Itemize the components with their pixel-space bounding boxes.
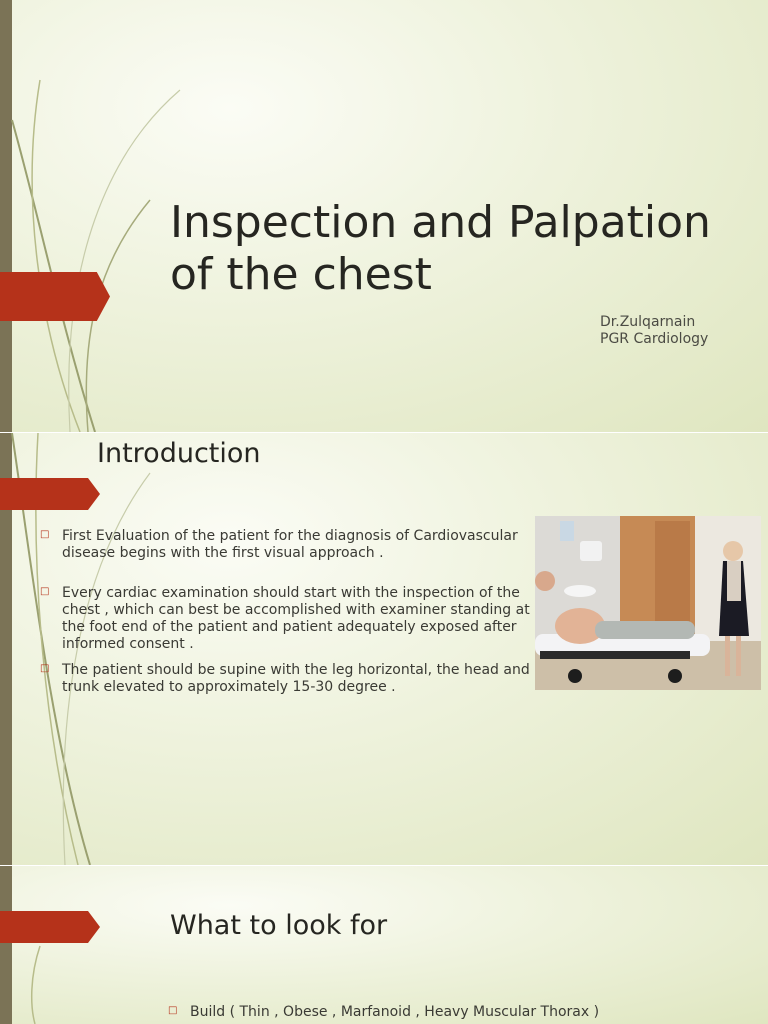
square-bullet-icon: □	[40, 529, 50, 540]
list-item	[40, 585, 535, 653]
square-bullet-icon: □	[40, 663, 50, 674]
introduction-slide	[0, 433, 768, 865]
bullet-text: The patient should be supine with the leg horizontal, the head and trunk elevated to approximately 15-30 degree .	[62, 662, 530, 695]
author-name: Dr.Zulqarnain	[600, 314, 696, 330]
bullet-text: Build ( Thin , Obese , Marfanoid , Heavy Muscular Thorax )	[190, 1004, 600, 1020]
list-item	[168, 1004, 748, 1021]
examination-photo	[535, 516, 761, 690]
title-slide	[0, 0, 768, 432]
bullet-text: Every cardiac examination should start with the inspection of the chest , which can best be accomplished with examiner standing at the foot end of the patient and patient adequately exposed after informed consent .	[62, 585, 530, 652]
bullet-list	[40, 528, 535, 696]
what-to-look-for-slide	[0, 866, 768, 1024]
list-item	[40, 662, 535, 696]
title-line-2: of the chest	[170, 249, 432, 300]
decorative-swirl	[0, 866, 200, 1024]
accent-arrow-tab	[0, 911, 100, 943]
accent-arrow-tab	[0, 478, 100, 510]
author-block	[600, 314, 708, 348]
accent-arrow-tab	[0, 272, 110, 321]
title-line-1: Inspection and Palpation	[170, 197, 711, 248]
square-bullet-icon: □	[168, 1005, 178, 1016]
author-affiliation: PGR Cardiology	[600, 331, 709, 347]
left-accent-bar	[0, 0, 12, 432]
bullet-list	[168, 1004, 748, 1021]
slide-heading: What to look for	[170, 910, 388, 941]
slide-heading: Introduction	[97, 438, 261, 469]
left-accent-bar	[0, 866, 12, 1024]
square-bullet-icon: □	[40, 586, 50, 597]
presentation-title	[170, 197, 750, 301]
list-item	[40, 528, 535, 562]
bullet-text: First Evaluation of the patient for the diagnosis of Cardiovascular disease begins with the first visual approach .	[62, 528, 518, 561]
